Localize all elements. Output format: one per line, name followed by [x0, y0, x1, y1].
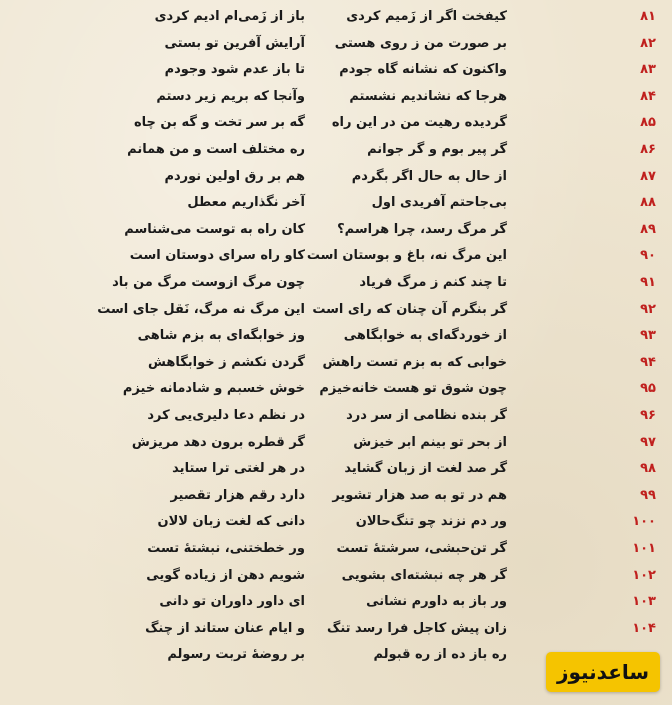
verse-first-hemistich: گر بنگرم آن چنان که رای است	[312, 301, 507, 317]
verse-row	[0, 165, 672, 192]
verse-number: ۹۹	[640, 487, 656, 503]
verse-second-hemistich: آرایش آفرین تو بستی	[164, 35, 305, 51]
verse-second-hemistich: ره مختلف است و من همانم	[127, 142, 305, 157]
verse-second-hemistich: در هر لغتی ترا ستاید	[172, 461, 305, 477]
verse-number: ۱۰۴	[632, 620, 656, 636]
verse-first-hemistich: چون شوق تو هست خانه‌خیزم	[319, 381, 507, 397]
verse-first-hemistich: زان پیش کاجل فرا رسد تنگ	[327, 620, 507, 636]
verse-first-hemistich: گر صد لغت از زبان گشاید	[344, 461, 507, 477]
verse-number: ۸۶	[640, 142, 656, 157]
verse-row	[0, 244, 672, 271]
verse-row	[0, 324, 672, 351]
verse-number: ۱۰۰	[632, 514, 656, 530]
verse-first-hemistich: گر بنده نظامی از سر درد	[346, 408, 507, 423]
verse-row	[0, 5, 672, 32]
verse-second-hemistich: گردن نکشم ز خوابگاهش	[147, 354, 305, 370]
verse-second-hemistich: بر روضهٔ تربت رسولم	[167, 647, 305, 663]
verse-first-hemistich: هرجا که نشاندیم نشستم	[349, 88, 507, 104]
verse-first-hemistich: از خوردگه‌ای به خوابگاهی	[343, 328, 507, 344]
verse-first-hemistich: گر هر چه نبشته‌ای بشویی	[341, 567, 507, 583]
poem-list	[0, 5, 672, 675]
verse-first-hemistich: از حال به حال اگر بگردم	[351, 168, 507, 184]
verse-first-hemistich: ره باز ده از ره قبولم	[373, 647, 507, 663]
verse-number: ۹۲	[640, 301, 656, 317]
verse-number: ۹۱	[640, 275, 656, 290]
verse-number: ۸۴	[640, 88, 656, 104]
verse-first-hemistich: گر تن‌حبشی، سرشتهٔ تست	[336, 541, 507, 556]
verse-row	[0, 298, 672, 325]
verse-number: ۸۹	[640, 221, 656, 237]
verse-second-hemistich: آخر نگذاریم معطل	[187, 195, 305, 211]
verse-number: ۹۳	[640, 328, 656, 344]
verse-number: ۹۷	[640, 434, 656, 450]
verse-second-hemistich: گه بر سر تخت و گه بن چاه	[133, 115, 305, 131]
verse-first-hemistich: واکنون که نشانه گاه جودم	[339, 62, 507, 78]
verse-row	[0, 431, 672, 458]
verse-row	[0, 510, 672, 537]
verse-number: ۸۸	[640, 195, 656, 211]
verse-second-hemistich: و ایام عنان ستاند از چنگ	[145, 620, 305, 636]
verse-number: ۸۲	[640, 35, 656, 51]
verse-second-hemistich: در نظم دعا دلیری‌یی کرد	[147, 408, 305, 423]
verse-second-hemistich: تا باز عدم شود وجودم	[164, 62, 305, 78]
verse-number: ۸۱	[640, 9, 656, 24]
verse-second-hemistich: باز از زَمی‌ام ادیم کردی	[154, 9, 305, 24]
verse-number: ۹۵	[640, 381, 656, 397]
verse-row	[0, 218, 672, 245]
verse-second-hemistich: ور خطختنی، نبشتهٔ تست	[147, 541, 305, 556]
verse-number: ۸۳	[640, 62, 656, 78]
verse-number: ۸۵	[640, 115, 656, 131]
verse-number: ۹۴	[640, 354, 656, 370]
verse-first-hemistich: گر مرگ رسد، چرا هراسم؟	[337, 221, 507, 237]
verse-second-hemistich: دانی که لغت زبان لالان	[157, 514, 305, 530]
verse-first-hemistich: ور دم نزند چو تنگ‌حالان	[355, 514, 507, 530]
verse-second-hemistich: دارد رقم هزار تقصیر	[170, 487, 305, 503]
verse-row	[0, 457, 672, 484]
verse-row	[0, 484, 672, 511]
verse-second-hemistich: کاو راه سرای دوستان است	[129, 248, 305, 264]
verse-first-hemistich: خوابی که به بزم تست راهش	[322, 354, 507, 370]
verse-row	[0, 111, 672, 138]
verse-row	[0, 191, 672, 218]
verse-second-hemistich: هم بر رق اولین نوردم	[164, 168, 305, 184]
site-logo[interactable]: ساعدنیوز	[546, 652, 660, 692]
verse-number: ۹۶	[640, 408, 656, 423]
verse-first-hemistich: گر پیر بوم و گر جوانم	[367, 142, 507, 157]
verse-second-hemistich: کان راه به توست می‌شناسم	[124, 221, 305, 237]
verse-first-hemistich: بی‌جاحتم آفریدی اول	[371, 195, 507, 211]
verse-first-hemistich: هم در تو به صد هزار تشویر	[332, 487, 507, 503]
verse-second-hemistich: خوش خسبم و شادمانه خیزم	[122, 381, 305, 397]
verse-first-hemistich: گردیده رهیت من در این راه	[331, 115, 507, 131]
verse-number: ۹۸	[640, 461, 656, 477]
verse-number: ۹۰	[640, 248, 656, 264]
verse-first-hemistich: کیفخت اگر از زَمیم کردی	[346, 9, 507, 24]
verse-second-hemistich: وآنجا که بریم زیر دستم	[156, 88, 305, 104]
verse-number: ۱۰۱	[632, 541, 656, 556]
verse-second-hemistich: شویم دهن از زیاده گویی	[146, 567, 305, 583]
verse-number: ۸۷	[640, 168, 656, 184]
verse-row	[0, 58, 672, 85]
verse-first-hemistich: این مرگ نه، باغ و بوستان است	[306, 248, 507, 264]
verse-first-hemistich: تا چند کنم ز مرگ فریاد	[359, 275, 507, 290]
verse-second-hemistich: وز خوابگه‌ای به بزم شاهی	[137, 328, 305, 344]
verse-row	[0, 617, 672, 644]
verse-row	[0, 590, 672, 617]
verse-second-hemistich: گر قطره برون دهد مریزش	[131, 434, 305, 450]
verse-number: ۱۰۲	[632, 567, 656, 583]
verse-row	[0, 32, 672, 59]
verse-first-hemistich: ور باز به داورم نشانی	[366, 594, 507, 610]
verse-row	[0, 271, 672, 298]
verse-row	[0, 138, 672, 165]
verse-second-hemistich: ای داور داوران تو دانی	[159, 594, 305, 610]
verse-row	[0, 377, 672, 404]
verse-first-hemistich: بر صورت من ز روی هستی	[334, 35, 507, 51]
verse-row	[0, 537, 672, 564]
verse-second-hemistich: این مرگ نه مرگ، نَقل جای است	[97, 301, 305, 317]
verse-row	[0, 351, 672, 378]
verse-number: ۱۰۳	[632, 594, 656, 610]
verse-first-hemistich: از بحر تو بینم ابر خیزش	[353, 434, 507, 450]
verse-row	[0, 85, 672, 112]
verse-row	[0, 404, 672, 431]
verse-row	[0, 564, 672, 591]
verse-second-hemistich: چون مرگ ازوست مرگ من باد	[112, 275, 305, 290]
